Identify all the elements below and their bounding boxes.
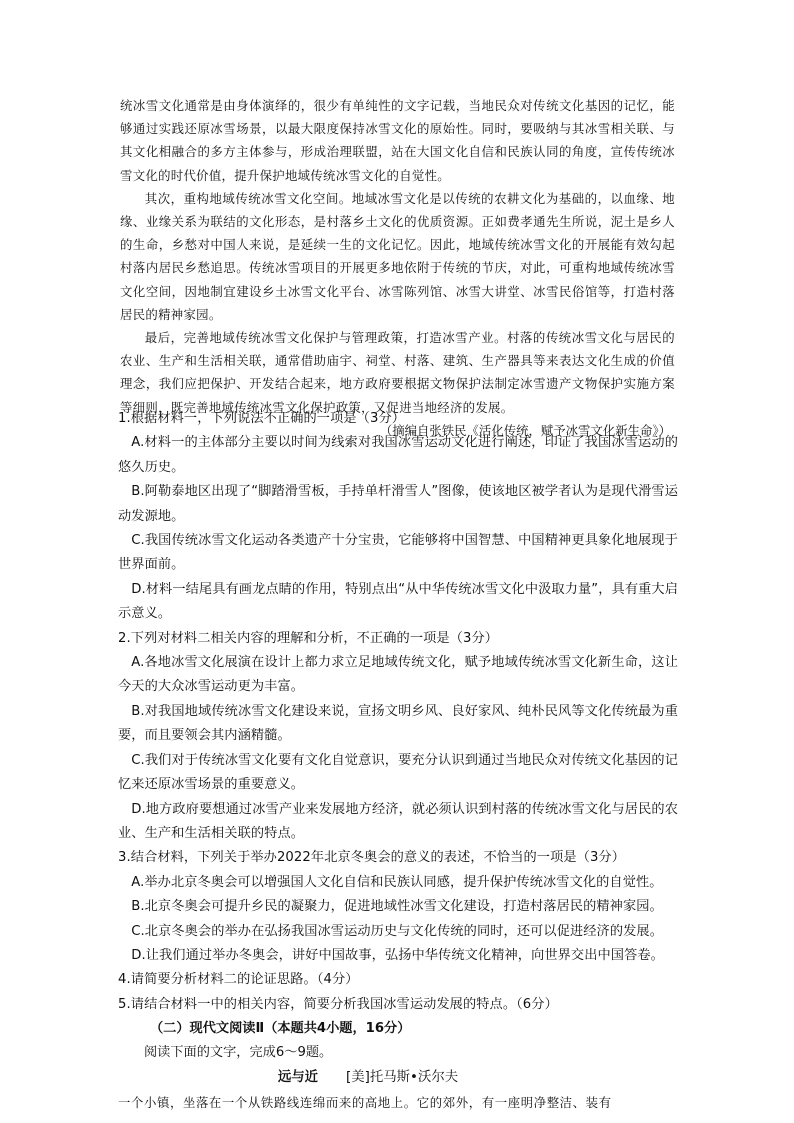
question-3-option-d: D.让我们通过举办冬奥会，讲好中国故事，弘扬中华传统文化精神，向世界交出中国答卷。 bbox=[131, 947, 664, 963]
question-3-option-b: B.北京冬奥会可提升乡民的凝聚力，促进地域性冰雪文化建设，打造村落居民的精神家园。 bbox=[131, 899, 663, 915]
question-1-stem: 1.根据材料一，下列说法不正确的一项是（3分） bbox=[118, 411, 406, 426]
question-1-option-d: D.材料一结尾具有画龙点睛的作用，特别点出“从中华传统冰雪文化中汲取力量”，具有重大启示意义。 bbox=[118, 581, 678, 622]
questions-block bbox=[118, 407, 678, 1115]
story-author: [美]托马斯•沃尔夫 bbox=[346, 1070, 459, 1086]
material-paragraph-1: 统冰雪文化通常是由身体演绎的，很少有单纯性的文字记载，当地民众对传统文化基因的记忆，能够通过实践还原冰雪场景，以最大限度保持冰雪文化的原始性。同时，要吸纳与其冰雪相关联、与其文化相融合的多方主体参与，形成治理联盟，站在大国文化自信和民族认同的角度，宣传传统冰雪文化的时代价值，提升保护地域传统冰雪文化的自觉性。 bbox=[120, 98, 675, 183]
question-2-option-c: C.我们对于传统冰雪文化要有文化自觉意识，要充分认识到通过当地民众对传统文化基因的记忆来还原冰雪场景的重要意义。 bbox=[118, 752, 678, 793]
material-paragraph-3: 最后，完善地域传统冰雪文化保护与管理政策，打造冰雪产业。村落的传统冰雪文化与居民的农业、生产和生活相关联，通常借助庙宇、祠堂、村落、建筑、生产器具等来表达文化生成的价值理念，我们应把保护、开发结合起来，地方政府要根据文物保护法制定冰雪遗产文物保护实施方案等细则，既完善地域传统冰雪文化保护政策，又促进当地经济的发展。 bbox=[120, 330, 675, 415]
question-1-option-c: C.我国传统冰雪文化运动各类遗产十分宝贵，它能够将中国智慧、中国精神更具象化地展现于世界面前。 bbox=[118, 533, 678, 573]
question-2-option-b: B.对我国地域传统冰雪文化建设来说，宣扬文明乡风、良好家风、纯朴民风等文化传统最为重要，而且要领会其内涵精髓。 bbox=[118, 703, 678, 744]
question-1-option-b: B.阿勒泰地区出现了“脚踏滑雪板，手持单杆滑雪人”图像，使该地区被学者认为是现代滑雪运动发源地。 bbox=[118, 484, 678, 524]
question-5-stem: 5.请结合材料一中的相关内容，简要分析我国冰雪运动发展的特点。（6分） bbox=[118, 996, 558, 1012]
question-2-option-a: A.各地冰雪文化展演在设计上都力求立足地域传统文化，赋予地域传统冰雪文化新生命，这让今天的大众冰雪运动更为丰富。 bbox=[118, 655, 678, 695]
story-title-row bbox=[118, 1065, 678, 1091]
material-paragraph-2: 其次，重构地域传统冰雪文化空间。地域冰雪文化是以传统的农耕文化为基础的，以血缘、地缘、业缘关系为联结的文化形态，是村落乡土文化的优质资源。正如费孝通先生所说，泥土是乡人的生命，乡愁对中国人来说，是延续一生的文化记忆。因此，地域传统冰雪文化的开展能有效勾起村落内居民乡愁追思。传统冰雪项目的开展更多地依附于传统的节庆，对此，可重构地域传统冰雪文化空间，因地制宜建设乡土冰雪文化平台、冰雪陈列馆、冰雪大讲堂、冰雪民俗馆等，打造村落居民的精神家园。 bbox=[120, 190, 675, 322]
story-title: 远与近 bbox=[277, 1070, 319, 1086]
section-heading: （二）现代文阅读Ⅱ（本题共4小题，16分） bbox=[150, 1021, 411, 1037]
section-instruction: 阅读下面的文字，完成6～9题。 bbox=[144, 1045, 333, 1061]
question-1-option-a: A.材料一的主体部分主要以时间为线索对我国冰雪运动文化进行阐述，印证了我国冰雪运动的悠久历史。 bbox=[118, 435, 678, 475]
question-4-stem: 4.请简要分析材料二的论证思路。（4分） bbox=[118, 972, 359, 988]
material-source: （摘编自张铁民《活化传统，赋予冰雪文化新生命》） bbox=[379, 422, 671, 438]
question-3-stem: 3.结合材料，下列关于举办2022年北京冬奥会的意义的表述，不恰当的一项是（3分） bbox=[118, 850, 626, 866]
question-3-option-a: A.举办北京冬奥会可以增强国人文化自信和民族认同感，提升保护传统冰雪文化的自觉性。 bbox=[131, 874, 663, 890]
question-2-option-d: D.地方政府要想通过冰雪产业来发展地方经济，就必须认识到村落的传统冰雪文化与居民的农业、生产和生活相关联的特点。 bbox=[118, 801, 678, 841]
material-two-text bbox=[120, 94, 675, 442]
story-first-line: 一个小镇，坐落在一个从铁路线连绵而来的高地上。它的郊外，有一座明净整洁、装有 bbox=[118, 1095, 612, 1111]
question-2-stem: 2.下列对材料二相关内容的理解和分析，不正确的一项是（3分） bbox=[118, 630, 499, 646]
question-3-option-c: C.北京冬奥会的举办在弘扬我国冰雪运动历史与文化传统的同时，还可以促进经济的发展。 bbox=[131, 923, 663, 939]
